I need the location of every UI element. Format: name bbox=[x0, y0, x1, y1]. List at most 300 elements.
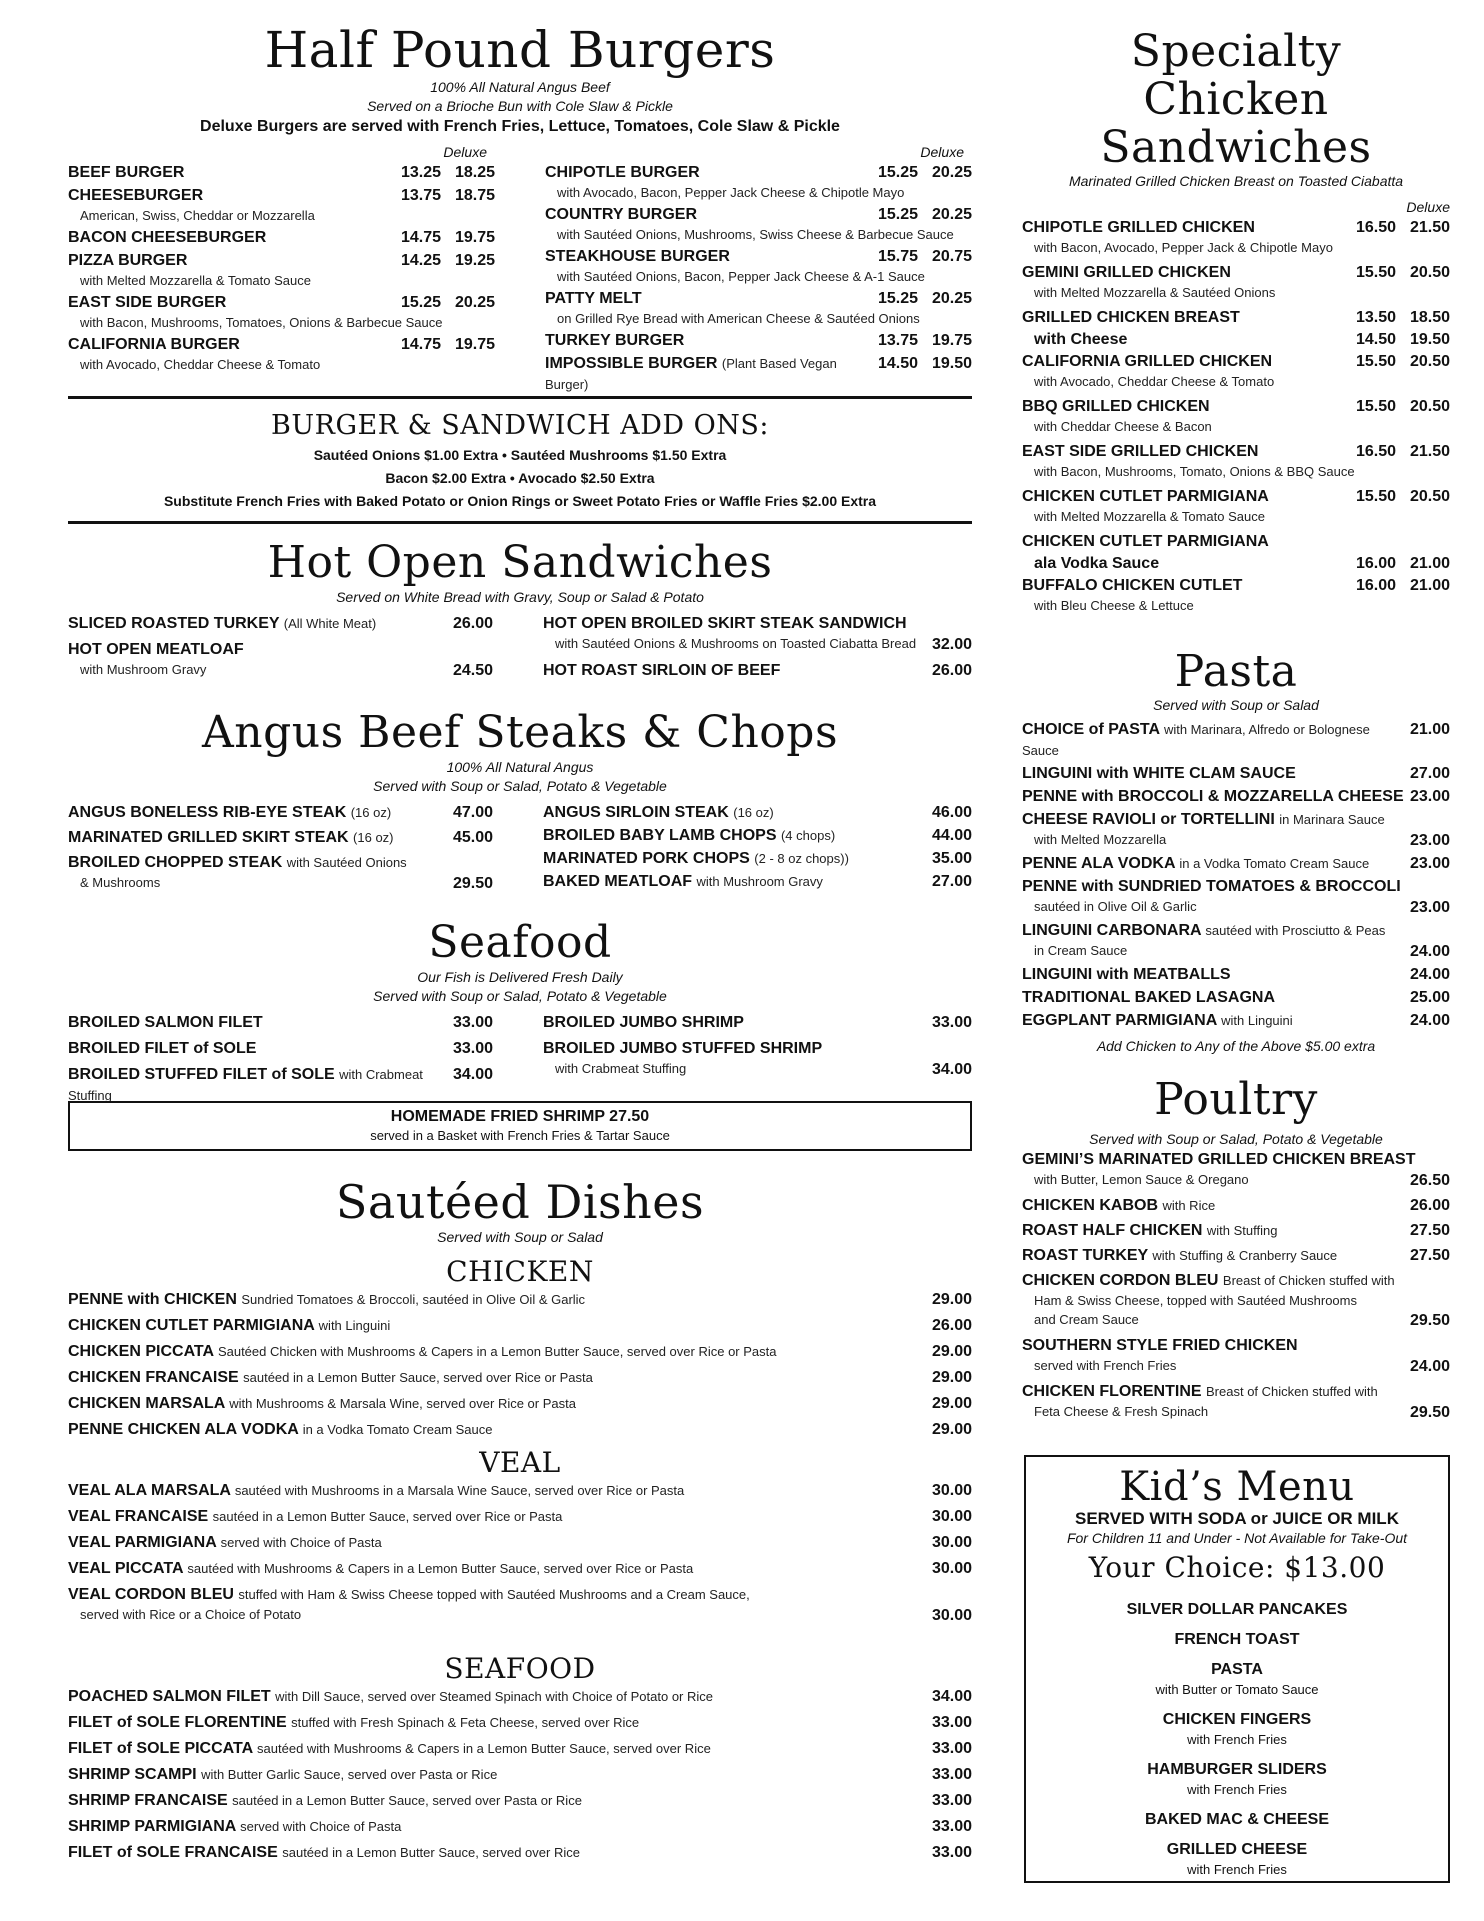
item-price: 29.50 bbox=[1409, 1404, 1450, 1421]
item-price: 15.50 bbox=[1355, 398, 1396, 415]
item-price: 33.00 bbox=[931, 1766, 972, 1783]
item-price: 29.00 bbox=[931, 1369, 972, 1386]
seafood-subtitle-1: Our Fish is Delivered Fresh Daily bbox=[417, 969, 623, 985]
item-price: 30.00 bbox=[931, 1560, 972, 1577]
menu-item-row bbox=[1022, 1356, 1450, 1377]
item-name: BROILED STUFFED FILET of SOLE with Crabmeat Stuffing bbox=[68, 1066, 423, 1103]
menu-item bbox=[68, 1480, 972, 1501]
chicken-sandwiches-title-line-2: Chicken bbox=[1143, 74, 1329, 125]
item-price: 13.25 bbox=[400, 164, 441, 181]
item-description: with Melted Mozzarella & Tomato Sauce bbox=[80, 273, 311, 288]
poultry-title: Poultry bbox=[1154, 1074, 1318, 1125]
item-note: sautéed in a Lemon Butter Sauce, served over Pasta or Rice bbox=[232, 1793, 582, 1808]
menu-item bbox=[68, 1764, 972, 1785]
menu-item bbox=[68, 1289, 972, 1310]
menu-item-row bbox=[545, 246, 972, 267]
item-name: LINGUINI with WHITE CLAM SAUCE bbox=[1022, 765, 1296, 782]
item-name: VEAL ALA MARSALA sautéed with Mushrooms in a Marsala Wine Sauce, served over Rice or Pasta bbox=[68, 1482, 685, 1499]
menu-item-row bbox=[545, 288, 972, 309]
sauteed-section bbox=[68, 1176, 972, 1868]
menu-item bbox=[543, 613, 972, 655]
item-name: CHIPOTLE BURGER bbox=[545, 164, 700, 181]
menu-item bbox=[1022, 441, 1450, 481]
poultry-list bbox=[1022, 1149, 1450, 1423]
item-prices bbox=[387, 334, 495, 355]
item-price: 14.50 bbox=[877, 355, 918, 372]
item-price: 26.00 bbox=[452, 615, 493, 632]
item-note: with Linguini bbox=[318, 1318, 391, 1333]
item-note: sautéed in a Lemon Butter Sauce, served over Rice or Pasta bbox=[243, 1370, 593, 1385]
menu-item-row bbox=[1022, 719, 1450, 761]
item-price: 27.00 bbox=[931, 873, 972, 890]
item-price: 45.00 bbox=[452, 829, 493, 846]
menu-item bbox=[545, 353, 972, 395]
item-price: 33.00 bbox=[931, 1740, 972, 1757]
sauteed-subtitle: Served with Soup or Salad bbox=[437, 1229, 603, 1245]
item-description: with Melted Mozzarella & Sautéed Onions bbox=[1034, 285, 1276, 300]
item-description: with Sautéed Onions & Mushrooms on Toasted Ciabatta Bread bbox=[555, 636, 917, 651]
item-name: CHICKEN CUTLET PARMIGIANA with Linguini bbox=[68, 1317, 391, 1334]
item-name: CALIFORNIA GRILLED CHICKEN bbox=[1022, 353, 1273, 370]
item-name: SHRIMP SCAMPI with Butter Garlic Sauce, served over Pasta or Rice bbox=[68, 1766, 498, 1783]
menu-item-row bbox=[1022, 441, 1450, 462]
menu-item bbox=[545, 246, 972, 286]
item-note: with Rice bbox=[1162, 1198, 1216, 1213]
item-name: CHICKEN KABOB with Rice bbox=[1022, 1197, 1216, 1214]
fried-shrimp-box bbox=[68, 1101, 972, 1151]
menu-item-row bbox=[68, 1686, 972, 1707]
item-name: VEAL PARMIGIANA served with Choice of Pasta bbox=[68, 1534, 382, 1551]
menu-item-row bbox=[1022, 763, 1450, 784]
menu-item bbox=[1022, 964, 1450, 985]
menu-item-row bbox=[68, 1064, 493, 1106]
item-name: ANGUS BONELESS RIB-EYE STEAK (16 oz) bbox=[68, 804, 392, 821]
menu-item-row bbox=[68, 1480, 972, 1501]
menu-item bbox=[68, 334, 495, 374]
menu-item bbox=[543, 802, 972, 823]
item-deluxe-price: 21.00 bbox=[1409, 577, 1450, 594]
menu-item-row bbox=[1022, 897, 1450, 918]
divider bbox=[68, 396, 972, 399]
item-deluxe-price: 20.75 bbox=[931, 248, 972, 265]
item-note: Breast of Chicken stuffed with bbox=[1206, 1384, 1378, 1399]
menu-item bbox=[1022, 987, 1450, 1008]
item-description: with French Fries bbox=[1187, 1782, 1287, 1797]
item-name: VEAL PICCATA sautéed with Mushrooms & Capers in a Lemon Butter Sauce, served over Rice or Pasta bbox=[68, 1560, 694, 1577]
item-price: 15.50 bbox=[1355, 264, 1396, 281]
burgers-section bbox=[68, 22, 972, 397]
item-name: GEMINI’S MARINATED GRILLED CHICKEN BREAST bbox=[1022, 1151, 1416, 1168]
item-description: Ham & Swiss Cheese, topped with Sautéed Mushrooms bbox=[1034, 1293, 1357, 1308]
item-deluxe-price: 21.00 bbox=[1409, 555, 1450, 572]
menu-item bbox=[1022, 553, 1450, 574]
menu-item bbox=[68, 1738, 972, 1759]
menu-item-row bbox=[1022, 1220, 1450, 1241]
menu-item bbox=[1022, 531, 1450, 552]
item-prices bbox=[1342, 486, 1450, 507]
pasta-list bbox=[1022, 719, 1450, 1031]
menu-item bbox=[543, 660, 972, 681]
item-deluxe-price: 20.25 bbox=[454, 294, 495, 311]
addons-line-1: Sautéed Onions $1.00 Extra • Sautéed Mushrooms $1.50 Extra bbox=[313, 447, 727, 463]
item-prices bbox=[387, 292, 495, 313]
burgers-right-list bbox=[545, 142, 972, 397]
steaks-title: Angus Beef Steaks & Chops bbox=[201, 707, 839, 758]
item-note: with Sautéed Onions bbox=[286, 855, 407, 870]
item-prices bbox=[864, 353, 972, 374]
menu-item-row bbox=[1022, 876, 1450, 897]
item-price: 16.00 bbox=[1355, 555, 1396, 572]
item-price: 16.50 bbox=[1355, 219, 1396, 236]
kids-menu-choice: Your Choice: $13.00 bbox=[1088, 1551, 1386, 1584]
hot-open-right-list bbox=[543, 613, 972, 686]
menu-item-row bbox=[68, 639, 493, 660]
item-deluxe-price: 20.25 bbox=[931, 164, 972, 181]
item-note: sautéed with Mushrooms & Capers in a Lemon Butter Sauce, served over Rice or Pasta bbox=[187, 1561, 694, 1576]
item-price: 33.00 bbox=[931, 1844, 972, 1861]
item-deluxe-price: 19.75 bbox=[454, 229, 495, 246]
menu-item bbox=[545, 288, 972, 328]
item-deluxe-price: 21.50 bbox=[1409, 219, 1450, 236]
item-name: GRILLED CHEESE bbox=[1166, 1841, 1308, 1858]
item-price: 26.00 bbox=[1409, 1197, 1450, 1214]
item-note: (All White Meat) bbox=[283, 616, 377, 631]
item-description: with French Fries bbox=[1187, 1862, 1287, 1877]
menu-item bbox=[68, 1816, 972, 1837]
item-note: with Crabmeat Stuffing bbox=[68, 1067, 423, 1103]
item-name: CHICKEN CUTLET PARMIGIANA bbox=[1022, 488, 1269, 505]
item-name: CHICKEN FRANCAISE sautéed in a Lemon Butter Sauce, served over Rice or Pasta bbox=[68, 1369, 593, 1386]
item-name: HAMBURGER SLIDERS bbox=[1147, 1761, 1327, 1778]
item-price: 30.00 bbox=[931, 1534, 972, 1551]
menu-item-row bbox=[68, 162, 495, 183]
menu-item bbox=[1022, 262, 1450, 302]
item-name: EAST SIDE GRILLED CHICKEN bbox=[1022, 443, 1259, 460]
menu-item-row bbox=[1022, 809, 1450, 830]
item-name: EAST SIDE BURGER bbox=[68, 294, 227, 311]
item-name: PENNE ALA VODKA in a Vodka Tomato Cream Sauce bbox=[1022, 855, 1370, 872]
menu-item bbox=[1022, 763, 1450, 784]
menu-item-row bbox=[68, 1816, 972, 1837]
menu-item bbox=[68, 1842, 972, 1863]
item-price: 23.00 bbox=[1409, 855, 1450, 872]
item-price: 46.00 bbox=[931, 804, 972, 821]
menu-item bbox=[1022, 920, 1450, 962]
item-note: stuffed with Ham & Swiss Cheese topped with Sautéed Mushrooms and a Cream Sauce, bbox=[238, 1587, 750, 1602]
menu-item-row bbox=[68, 1842, 972, 1863]
item-name: BROILED JUMBO SHRIMP bbox=[543, 1014, 744, 1031]
menu-item bbox=[68, 185, 495, 225]
menu-item-row bbox=[543, 871, 972, 892]
menu-item-row bbox=[1022, 262, 1450, 283]
item-name: POACHED SALMON FILET with Dill Sauce, served over Steamed Spinach with Choice of Potato or Rice bbox=[68, 1688, 714, 1705]
item-name: FRENCH TOAST bbox=[1174, 1631, 1300, 1648]
menu-item-row bbox=[1022, 853, 1450, 874]
menu-item bbox=[543, 825, 972, 846]
item-description: with Bacon, Mushrooms, Tomatoes, Onions & Barbecue Sauce bbox=[80, 315, 443, 330]
item-note: served with Choice of Pasta bbox=[240, 1819, 402, 1834]
item-price: 15.50 bbox=[1355, 353, 1396, 370]
item-name: BAKED MAC & CHEESE bbox=[1144, 1811, 1329, 1828]
menu-item bbox=[543, 848, 972, 869]
item-note: in Marinara Sauce bbox=[1279, 812, 1385, 827]
menu-item-row bbox=[68, 613, 493, 634]
sauteed-group-heading: SEAFOOD bbox=[444, 1652, 596, 1685]
menu-item-row bbox=[1022, 1402, 1450, 1423]
kids-menu-item bbox=[1026, 1600, 1448, 1620]
item-price: 15.25 bbox=[877, 290, 918, 307]
item-price: 29.50 bbox=[1409, 1312, 1450, 1329]
menu-item bbox=[68, 250, 495, 290]
menu-item bbox=[1022, 217, 1450, 257]
item-name: SLICED ROASTED TURKEY (All White Meat) bbox=[68, 615, 377, 632]
item-note: (2 - 8 oz chops)) bbox=[754, 851, 849, 866]
item-note: (Plant Based Vegan Burger) bbox=[545, 356, 837, 392]
menu-item bbox=[543, 1038, 972, 1080]
item-prices bbox=[1342, 262, 1450, 283]
item-price: 27.50 bbox=[1409, 1247, 1450, 1264]
menu-item bbox=[1022, 1149, 1450, 1191]
item-deluxe-price: 18.50 bbox=[1409, 309, 1450, 326]
steaks-columns bbox=[68, 802, 972, 898]
item-price: 14.50 bbox=[1355, 331, 1396, 348]
menu-item-row bbox=[68, 334, 495, 355]
item-price: 33.00 bbox=[931, 1714, 972, 1731]
item-description: sautéed in Olive Oil & Garlic bbox=[1034, 899, 1197, 914]
menu-item bbox=[1022, 809, 1450, 851]
menu-item-row bbox=[1022, 575, 1450, 596]
menu-item bbox=[68, 1393, 972, 1414]
menu-item-row bbox=[1022, 307, 1450, 328]
kids-menu-item bbox=[1026, 1760, 1448, 1800]
fried-shrimp-subtitle: served in a Basket with French Fries & Tartar Sauce bbox=[370, 1128, 670, 1143]
item-description: with Butter or Tomato Sauce bbox=[1155, 1682, 1319, 1697]
menu-item bbox=[68, 1315, 972, 1336]
item-note: (16 oz) bbox=[353, 830, 394, 845]
item-name: ROAST TURKEY with Stuffing & Cranberry Sauce bbox=[1022, 1247, 1338, 1264]
menu-item-row bbox=[1022, 531, 1450, 552]
item-note: (16 oz) bbox=[733, 805, 774, 820]
menu-item bbox=[1022, 575, 1450, 615]
item-prices bbox=[864, 162, 972, 183]
item-name: CHEESEBURGER bbox=[68, 187, 204, 204]
item-description: American, Swiss, Cheddar or Mozzarella bbox=[80, 208, 315, 223]
menu-item-row bbox=[1022, 486, 1450, 507]
seafood-title: Seafood bbox=[428, 917, 612, 968]
item-note: with Stuffing & Cranberry Sauce bbox=[1152, 1248, 1338, 1263]
item-description: Feta Cheese & Fresh Spinach bbox=[1034, 1404, 1209, 1419]
hot-open-subtitle: Served on White Bread with Gravy, Soup or Salad & Potato bbox=[336, 589, 704, 605]
menu-item bbox=[1022, 876, 1450, 918]
item-price: 26.00 bbox=[931, 662, 972, 679]
burgers-columns bbox=[68, 142, 972, 397]
item-price: 34.00 bbox=[931, 1688, 972, 1705]
menu-item-row bbox=[68, 1790, 972, 1811]
item-name: BROILED SALMON FILET bbox=[68, 1014, 263, 1031]
item-note: served with Choice of Pasta bbox=[220, 1535, 382, 1550]
item-prices bbox=[1342, 575, 1450, 596]
item-price: 24.00 bbox=[1409, 943, 1450, 960]
item-name: PENNE with BROCCOLI & MOZZARELLA CHEESE bbox=[1022, 788, 1404, 805]
deluxe-column-label: Deluxe bbox=[1406, 199, 1450, 215]
menu-item-row bbox=[543, 848, 972, 869]
item-deluxe-price: 20.25 bbox=[931, 290, 972, 307]
menu-item-row bbox=[1022, 1270, 1450, 1291]
item-name: HOT OPEN BROILED SKIRT STEAK SANDWICH bbox=[543, 615, 907, 632]
menu-item-row bbox=[68, 802, 493, 823]
kids-menu-line-1: SERVED WITH SODA or JUICE OR MILK bbox=[1075, 1509, 1399, 1528]
menu-item-row bbox=[68, 1764, 972, 1785]
menu-item bbox=[68, 1038, 493, 1059]
item-name: ROAST HALF CHICKEN with Stuffing bbox=[1022, 1222, 1278, 1239]
item-description: and Cream Sauce bbox=[1034, 1312, 1139, 1327]
item-name: BROILED FILET of SOLE bbox=[68, 1040, 257, 1057]
menu-item-row bbox=[1022, 553, 1450, 574]
item-description: with Avocado, Bacon, Pepper Jack Cheese & Chipotle Mayo bbox=[557, 185, 905, 200]
item-deluxe-price: 20.50 bbox=[1409, 398, 1450, 415]
menu-item bbox=[1022, 853, 1450, 874]
menu-item bbox=[1022, 486, 1450, 526]
item-price: 24.00 bbox=[1409, 966, 1450, 983]
item-name: GRILLED CHICKEN BREAST bbox=[1022, 309, 1240, 326]
chicken-sandwiches-subtitle: Marinated Grilled Chicken Breast on Toasted Ciabatta bbox=[1068, 173, 1404, 189]
menu-item bbox=[68, 1341, 972, 1362]
menu-item-row bbox=[543, 1038, 972, 1059]
item-name: TURKEY BURGER bbox=[545, 332, 685, 349]
addons-section bbox=[68, 408, 972, 513]
menu-item-row bbox=[68, 1605, 972, 1626]
menu-item-row bbox=[1022, 964, 1450, 985]
kids-menu-box bbox=[1024, 1455, 1450, 1883]
item-name: HOT ROAST SIRLOIN OF BEEF bbox=[543, 662, 781, 679]
menu-item bbox=[68, 1064, 493, 1106]
menu-item-row bbox=[68, 185, 495, 206]
deluxe-column-label: Deluxe bbox=[920, 144, 964, 160]
item-price: 34.00 bbox=[452, 1066, 493, 1083]
menu-item-row bbox=[545, 330, 972, 351]
menu-item bbox=[68, 1790, 972, 1811]
item-description: in Cream Sauce bbox=[1034, 943, 1128, 958]
item-prices bbox=[1342, 441, 1450, 462]
menu-item bbox=[68, 1712, 972, 1733]
item-name: FILET of SOLE PICCATA sautéed with Mushrooms & Capers in a Lemon Butter Sauce, served over Rice bbox=[68, 1740, 711, 1757]
item-price: 30.00 bbox=[931, 1482, 972, 1499]
menu-item-row bbox=[68, 292, 495, 313]
menu-item bbox=[1022, 1195, 1450, 1216]
item-prices bbox=[864, 330, 972, 351]
item-price: 44.00 bbox=[931, 827, 972, 844]
item-name: MARINATED PORK CHOPS (2 - 8 oz chops)) bbox=[543, 850, 849, 867]
item-name: BROILED BABY LAMB CHOPS (4 chops) bbox=[543, 827, 836, 844]
menu-item-row bbox=[545, 204, 972, 225]
menu-item-row bbox=[545, 162, 972, 183]
item-name: LINGUINI with MEATBALLS bbox=[1022, 966, 1231, 983]
chicken-sandwiches-section bbox=[1022, 28, 1450, 620]
item-price: 26.50 bbox=[1409, 1172, 1450, 1189]
menu-item-row bbox=[68, 227, 495, 248]
menu-item-row bbox=[1022, 217, 1450, 238]
item-name: TRADITIONAL BAKED LASAGNA bbox=[1022, 989, 1276, 1006]
item-price: 14.75 bbox=[400, 229, 441, 246]
menu-item-row bbox=[1022, 1310, 1450, 1331]
item-name: CHICKEN FLORENTINE Breast of Chicken stuffed with bbox=[1022, 1383, 1378, 1400]
item-note: with Linguini bbox=[1221, 1013, 1293, 1028]
item-price: 29.00 bbox=[931, 1291, 972, 1308]
item-price: 21.00 bbox=[1409, 721, 1450, 738]
item-price: 29.00 bbox=[931, 1421, 972, 1438]
item-description: with Crabmeat Stuffing bbox=[555, 1061, 687, 1076]
item-deluxe-price: 19.50 bbox=[931, 355, 972, 372]
kids-menu-item bbox=[1026, 1630, 1448, 1650]
seafood-subtitle-2: Served with Soup or Salad, Potato & Vegetable bbox=[373, 988, 667, 1004]
menu-item bbox=[68, 1506, 972, 1527]
item-name: PATTY MELT bbox=[545, 290, 642, 307]
item-price: 29.00 bbox=[931, 1395, 972, 1412]
item-price: 33.00 bbox=[931, 1792, 972, 1809]
item-name: BUFFALO CHICKEN CUTLET bbox=[1022, 577, 1243, 594]
item-price: 24.00 bbox=[1409, 1012, 1450, 1029]
item-price: 32.00 bbox=[931, 636, 972, 653]
menu-item bbox=[1022, 1220, 1450, 1241]
item-name: CHEESE RAVIOLI or TORTELLINI in Marinara Sauce bbox=[1022, 811, 1385, 828]
hot-open-title: Hot Open Sandwiches bbox=[267, 537, 773, 588]
menu-item-row bbox=[68, 660, 493, 681]
menu-item-row bbox=[68, 1012, 493, 1033]
item-description: with French Fries bbox=[1187, 1732, 1287, 1747]
item-prices bbox=[864, 204, 972, 225]
item-name: CALIFORNIA BURGER bbox=[68, 336, 240, 353]
item-prices bbox=[1342, 553, 1450, 574]
item-price: 13.50 bbox=[1355, 309, 1396, 326]
menu-item-row bbox=[1022, 920, 1450, 941]
item-description: with Mushroom Gravy bbox=[80, 662, 207, 677]
menu-item-row bbox=[68, 1738, 972, 1759]
item-description: with Bacon, Mushrooms, Tomato, Onions & BBQ Sauce bbox=[1034, 464, 1355, 479]
item-prices bbox=[864, 288, 972, 309]
menu-item bbox=[68, 1532, 972, 1553]
item-name: CHIPOTLE GRILLED CHICKEN bbox=[1022, 219, 1255, 236]
item-price: 35.00 bbox=[931, 850, 972, 867]
item-name: PENNE with SUNDRIED TOMATOES & BROCCOLI bbox=[1022, 878, 1401, 895]
item-description: with Sautéed Onions, Bacon, Pepper Jack Cheese & A-1 Sauce bbox=[557, 269, 925, 284]
seafood-left-list bbox=[68, 1012, 493, 1111]
item-name: EGGPLANT PARMIGIANA with Linguini bbox=[1022, 1012, 1293, 1029]
kids-menu-item bbox=[1026, 1810, 1448, 1830]
item-price: 33.00 bbox=[931, 1014, 972, 1031]
item-prices bbox=[1342, 329, 1450, 350]
item-name: CHICKEN MARSALA with Mushrooms & Marsala Wine, served over Rice or Pasta bbox=[68, 1395, 576, 1412]
menu-item-row bbox=[1022, 941, 1450, 962]
item-name: STEAKHOUSE BURGER bbox=[545, 248, 730, 265]
menu-item bbox=[68, 1686, 972, 1707]
kids-menu-title: Kid’s Menu bbox=[1119, 1464, 1355, 1510]
menu-item-row bbox=[68, 1506, 972, 1527]
item-price: 27.50 bbox=[1409, 1222, 1450, 1239]
item-description: served with French Fries bbox=[1034, 1358, 1177, 1373]
item-price: 29.00 bbox=[931, 1343, 972, 1360]
menu-item-row bbox=[1022, 987, 1450, 1008]
menu-item bbox=[68, 802, 493, 823]
menu-item bbox=[68, 1584, 972, 1626]
burgers-deluxe-note: Deluxe Burgers are served with French Fries, Lettuce, Tomatoes, Cole Slaw & Pickle bbox=[200, 118, 840, 135]
menu-item bbox=[545, 162, 972, 202]
menu-item-row bbox=[1022, 1149, 1450, 1170]
item-description: with Bacon, Avocado, Pepper Jack & Chipotle Mayo bbox=[1034, 240, 1333, 255]
item-name: FILET of SOLE FRANCAISE sautéed in a Lemon Butter Sauce, served over Rice bbox=[68, 1844, 580, 1861]
addons-title: BURGER & SANDWICH ADD ONS: bbox=[271, 410, 769, 441]
burgers-subtitle-2: Served on a Brioche Bun with Cole Slaw & Pickle bbox=[367, 98, 673, 114]
item-deluxe-price: 20.50 bbox=[1409, 488, 1450, 505]
